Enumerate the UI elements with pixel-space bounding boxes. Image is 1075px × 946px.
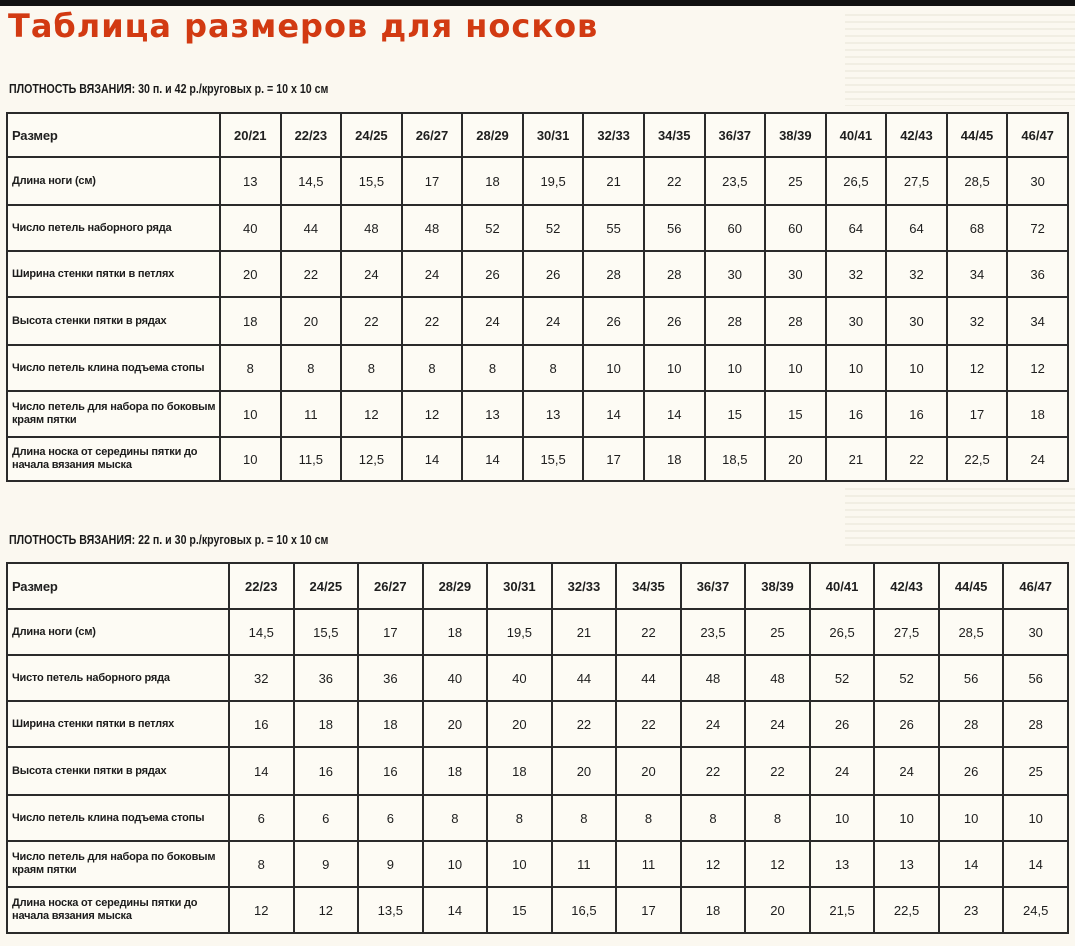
table-row	[7, 345, 1068, 391]
table-cell: 12,5	[341, 437, 402, 481]
table-cell: 9	[294, 841, 359, 887]
table-cell: 13	[462, 391, 523, 437]
table-cell: 28	[939, 701, 1004, 747]
table-cell: 10	[826, 345, 887, 391]
table-cell: 36	[358, 655, 423, 701]
size-header-label: Размер	[7, 563, 229, 609]
table-cell: 30	[886, 297, 947, 345]
table-cell: 24	[523, 297, 584, 345]
table-cell: 24	[681, 701, 746, 747]
table-cell: 8	[220, 345, 281, 391]
table-cell: 10	[423, 841, 488, 887]
table-cell: 56	[1003, 655, 1068, 701]
size-column-header: 22/23	[281, 113, 342, 157]
size-column-header: 32/33	[583, 113, 644, 157]
table-row	[7, 437, 1068, 481]
table-cell: 8	[462, 345, 523, 391]
table-cell: 22	[681, 747, 746, 795]
table-cell: 22,5	[947, 437, 1008, 481]
table-cell: 16	[229, 701, 294, 747]
table-cell: 18	[423, 747, 488, 795]
table-cell: 11	[552, 841, 617, 887]
table-cell: 8	[341, 345, 402, 391]
table-cell: 10	[939, 795, 1004, 841]
table-row	[7, 655, 1068, 701]
table-cell: 22,5	[874, 887, 939, 933]
table-cell: 24	[1007, 437, 1068, 481]
table-cell: 22	[745, 747, 810, 795]
table-cell: 32	[826, 251, 887, 297]
table-cell: 26,5	[826, 157, 887, 205]
table-cell: 23,5	[681, 609, 746, 655]
table-cell: 36	[294, 655, 359, 701]
table-cell: 26	[644, 297, 705, 345]
row-label: Длина ноги (см)	[7, 609, 229, 655]
table-cell: 8	[423, 795, 488, 841]
table-cell: 27,5	[874, 609, 939, 655]
size-column-header: 36/37	[705, 113, 766, 157]
table-cell: 11	[281, 391, 342, 437]
table-row	[7, 701, 1068, 747]
row-label: Ширина стенки пятки в петлях	[7, 251, 220, 297]
size-column-header: 34/35	[644, 113, 705, 157]
table-cell: 18	[220, 297, 281, 345]
size-column-header: 44/45	[947, 113, 1008, 157]
table-cell: 22	[644, 157, 705, 205]
table-cell: 14	[644, 391, 705, 437]
table-cell: 21,5	[810, 887, 875, 933]
size-header-row	[7, 113, 1068, 157]
size-column-header: 46/47	[1007, 113, 1068, 157]
table-cell: 60	[765, 205, 826, 251]
table-cell: 26	[810, 701, 875, 747]
size-column-header: 24/25	[294, 563, 359, 609]
table-cell: 12	[341, 391, 402, 437]
table-cell: 12	[947, 345, 1008, 391]
row-label: Длина носка от середины пятки до начала вязания мыска	[7, 887, 229, 933]
size-column-header: 36/37	[681, 563, 746, 609]
table-cell: 10	[765, 345, 826, 391]
table-cell: 26	[462, 251, 523, 297]
table-cell: 18	[487, 747, 552, 795]
size-column-header: 44/45	[939, 563, 1004, 609]
table-cell: 8	[681, 795, 746, 841]
table-cell: 26	[523, 251, 584, 297]
table-cell: 44	[552, 655, 617, 701]
table-cell: 26,5	[810, 609, 875, 655]
table-cell: 6	[294, 795, 359, 841]
table-row	[7, 251, 1068, 297]
size-column-header: 42/43	[874, 563, 939, 609]
table-cell: 15	[705, 391, 766, 437]
table-row	[7, 157, 1068, 205]
table-cell: 8	[616, 795, 681, 841]
table-cell: 14	[423, 887, 488, 933]
table-cell: 19,5	[487, 609, 552, 655]
table-cell: 15	[487, 887, 552, 933]
row-label: Число петель для набора по боковым краям пятки	[7, 391, 220, 437]
table-cell: 17	[947, 391, 1008, 437]
row-label: Ширина стенки пятки в петлях	[7, 701, 229, 747]
table-cell: 6	[229, 795, 294, 841]
table-cell: 14,5	[281, 157, 342, 205]
table-cell: 25	[765, 157, 826, 205]
table-cell: 34	[1007, 297, 1068, 345]
table-row	[7, 887, 1068, 933]
table-cell: 24	[874, 747, 939, 795]
table-cell: 16,5	[552, 887, 617, 933]
table-cell: 40	[487, 655, 552, 701]
size-column-header: 38/39	[745, 563, 810, 609]
table-cell: 22	[281, 251, 342, 297]
table-cell: 14,5	[229, 609, 294, 655]
size-header-row	[7, 563, 1068, 609]
table-row	[7, 841, 1068, 887]
table-cell: 14	[939, 841, 1004, 887]
table-row	[7, 609, 1068, 655]
table-row	[7, 391, 1068, 437]
table-cell: 18,5	[705, 437, 766, 481]
size-column-header: 38/39	[765, 113, 826, 157]
table-cell: 8	[281, 345, 342, 391]
table-cell: 28	[644, 251, 705, 297]
row-label: Число петель клина подъема стопы	[7, 795, 229, 841]
table-cell: 11	[616, 841, 681, 887]
table-cell: 52	[874, 655, 939, 701]
table-cell: 56	[644, 205, 705, 251]
table-cell: 10	[705, 345, 766, 391]
table-cell: 9	[358, 841, 423, 887]
size-column-header: 22/23	[229, 563, 294, 609]
table-cell: 18	[294, 701, 359, 747]
table-cell: 12	[745, 841, 810, 887]
size-column-header: 30/31	[487, 563, 552, 609]
table-cell: 30	[826, 297, 887, 345]
size-column-header: 30/31	[523, 113, 584, 157]
size-header-label: Размер	[7, 113, 220, 157]
row-label: Высота стенки пятки в рядах	[7, 747, 229, 795]
size-column-header: 32/33	[552, 563, 617, 609]
table-cell: 18	[423, 609, 488, 655]
table-cell: 8	[552, 795, 617, 841]
table-cell: 17	[616, 887, 681, 933]
table-cell: 23	[939, 887, 1004, 933]
table-cell: 40	[423, 655, 488, 701]
table-cell: 20	[487, 701, 552, 747]
table-cell: 17	[583, 437, 644, 481]
table-cell: 8	[745, 795, 810, 841]
table-cell: 28	[705, 297, 766, 345]
table-cell: 22	[552, 701, 617, 747]
table-cell: 48	[341, 205, 402, 251]
table-cell: 21	[583, 157, 644, 205]
table-cell: 21	[826, 437, 887, 481]
table-cell: 17	[358, 609, 423, 655]
table-cell: 40	[220, 205, 281, 251]
faded-background-text	[845, 488, 1075, 546]
size-table-2	[6, 562, 1069, 934]
table-cell: 28	[765, 297, 826, 345]
table-cell: 13	[220, 157, 281, 205]
table-row	[7, 795, 1068, 841]
table-cell: 24	[810, 747, 875, 795]
table-cell: 28,5	[939, 609, 1004, 655]
table-cell: 20	[616, 747, 681, 795]
table-cell: 24	[462, 297, 523, 345]
table-cell: 30	[705, 251, 766, 297]
table-cell: 12	[229, 887, 294, 933]
table-cell: 18	[358, 701, 423, 747]
table-cell: 18	[462, 157, 523, 205]
table-cell: 72	[1007, 205, 1068, 251]
table-cell: 14	[462, 437, 523, 481]
table-cell: 20	[423, 701, 488, 747]
table-cell: 24	[341, 251, 402, 297]
table-cell: 10	[220, 391, 281, 437]
size-table-1	[6, 112, 1069, 482]
table-cell: 21	[552, 609, 617, 655]
knitting-density-label: ПЛОТНОСТЬ ВЯЗАНИЯ: 22 п. и 30 р./круговых р. = 10 х 10 см	[9, 533, 329, 547]
size-column-header: 24/25	[341, 113, 402, 157]
table-cell: 68	[947, 205, 1008, 251]
table-cell: 17	[402, 157, 463, 205]
table-cell: 10	[1003, 795, 1068, 841]
table-cell: 27,5	[886, 157, 947, 205]
table-cell: 26	[939, 747, 1004, 795]
table-cell: 48	[745, 655, 810, 701]
table-cell: 8	[229, 841, 294, 887]
table-cell: 10	[874, 795, 939, 841]
table-cell: 14	[583, 391, 644, 437]
table-cell: 24,5	[1003, 887, 1068, 933]
table-cell: 34	[947, 251, 1008, 297]
table-cell: 23,5	[705, 157, 766, 205]
table-cell: 28	[583, 251, 644, 297]
row-label: Высота стенки пятки в рядах	[7, 297, 220, 345]
table-cell: 24	[402, 251, 463, 297]
size-column-header: 20/21	[220, 113, 281, 157]
row-label: Число петель клина подъема стопы	[7, 345, 220, 391]
table-cell: 15,5	[341, 157, 402, 205]
table-row	[7, 205, 1068, 251]
table-cell: 20	[281, 297, 342, 345]
table-cell: 36	[1007, 251, 1068, 297]
table-cell: 12	[681, 841, 746, 887]
table-cell: 15,5	[294, 609, 359, 655]
table-cell: 52	[523, 205, 584, 251]
knitting-density-label: ПЛОТНОСТЬ ВЯЗАНИЯ: 30 п. и 42 р./круговых р. = 10 х 10 см	[9, 82, 329, 96]
table-cell: 30	[1007, 157, 1068, 205]
size-column-header: 26/27	[402, 113, 463, 157]
table-cell: 32	[947, 297, 1008, 345]
size-column-header: 40/41	[810, 563, 875, 609]
table-cell: 19,5	[523, 157, 584, 205]
row-label: Чисто петель наборного ряда	[7, 655, 229, 701]
faded-background-text	[845, 14, 1075, 106]
table-cell: 15,5	[523, 437, 584, 481]
page-title: Таблица размеров для носков	[8, 7, 599, 45]
table-cell: 22	[616, 609, 681, 655]
table-cell: 14	[229, 747, 294, 795]
table-cell: 16	[886, 391, 947, 437]
table-cell: 10	[583, 345, 644, 391]
table-cell: 10	[886, 345, 947, 391]
table-cell: 30	[765, 251, 826, 297]
table-cell: 48	[681, 655, 746, 701]
table-cell: 20	[745, 887, 810, 933]
table-row	[7, 297, 1068, 345]
table-cell: 18	[1007, 391, 1068, 437]
table-cell: 22	[886, 437, 947, 481]
table-cell: 22	[341, 297, 402, 345]
table-cell: 26	[874, 701, 939, 747]
table-cell: 16	[358, 747, 423, 795]
table-cell: 20	[552, 747, 617, 795]
row-label: Длина ноги (см)	[7, 157, 220, 205]
table-cell: 12	[294, 887, 359, 933]
table-cell: 26	[583, 297, 644, 345]
size-column-header: 42/43	[886, 113, 947, 157]
table-cell: 32	[229, 655, 294, 701]
table-cell: 22	[616, 701, 681, 747]
table-cell: 18	[681, 887, 746, 933]
table-cell: 32	[886, 251, 947, 297]
size-column-header: 40/41	[826, 113, 887, 157]
size-column-header: 46/47	[1003, 563, 1068, 609]
row-label: Число петель для набора по боковым краям пятки	[7, 841, 229, 887]
table-cell: 30	[1003, 609, 1068, 655]
table-cell: 64	[826, 205, 887, 251]
row-label: Длина носка от середины пятки до начала вязания мыска	[7, 437, 220, 481]
table-row	[7, 747, 1068, 795]
size-column-header: 34/35	[616, 563, 681, 609]
table-cell: 44	[281, 205, 342, 251]
table-cell: 13	[523, 391, 584, 437]
table-cell: 64	[886, 205, 947, 251]
table-cell: 12	[402, 391, 463, 437]
table-cell: 13,5	[358, 887, 423, 933]
size-column-header: 26/27	[358, 563, 423, 609]
table-cell: 13	[874, 841, 939, 887]
table-cell: 14	[1003, 841, 1068, 887]
table-cell: 60	[705, 205, 766, 251]
table-cell: 10	[810, 795, 875, 841]
table-cell: 18	[644, 437, 705, 481]
table-cell: 8	[487, 795, 552, 841]
table-cell: 44	[616, 655, 681, 701]
table-cell: 16	[294, 747, 359, 795]
table-cell: 48	[402, 205, 463, 251]
table-cell: 22	[402, 297, 463, 345]
table-cell: 10	[644, 345, 705, 391]
table-cell: 56	[939, 655, 1004, 701]
table-cell: 15	[765, 391, 826, 437]
table-cell: 52	[462, 205, 523, 251]
size-column-header: 28/29	[462, 113, 523, 157]
row-label: Число петель наборного ряда	[7, 205, 220, 251]
table-cell: 13	[810, 841, 875, 887]
table-cell: 24	[745, 701, 810, 747]
table-cell: 8	[523, 345, 584, 391]
table-cell: 20	[220, 251, 281, 297]
table-cell: 25	[745, 609, 810, 655]
table-cell: 11,5	[281, 437, 342, 481]
table-cell: 25	[1003, 747, 1068, 795]
table-cell: 14	[402, 437, 463, 481]
table-cell: 28	[1003, 701, 1068, 747]
table-cell: 10	[487, 841, 552, 887]
table-cell: 12	[1007, 345, 1068, 391]
table-cell: 8	[402, 345, 463, 391]
table-cell: 20	[765, 437, 826, 481]
table-cell: 16	[826, 391, 887, 437]
size-column-header: 28/29	[423, 563, 488, 609]
table-cell: 6	[358, 795, 423, 841]
table-cell: 52	[810, 655, 875, 701]
table-cell: 55	[583, 205, 644, 251]
table-cell: 10	[220, 437, 281, 481]
table-cell: 28,5	[947, 157, 1008, 205]
